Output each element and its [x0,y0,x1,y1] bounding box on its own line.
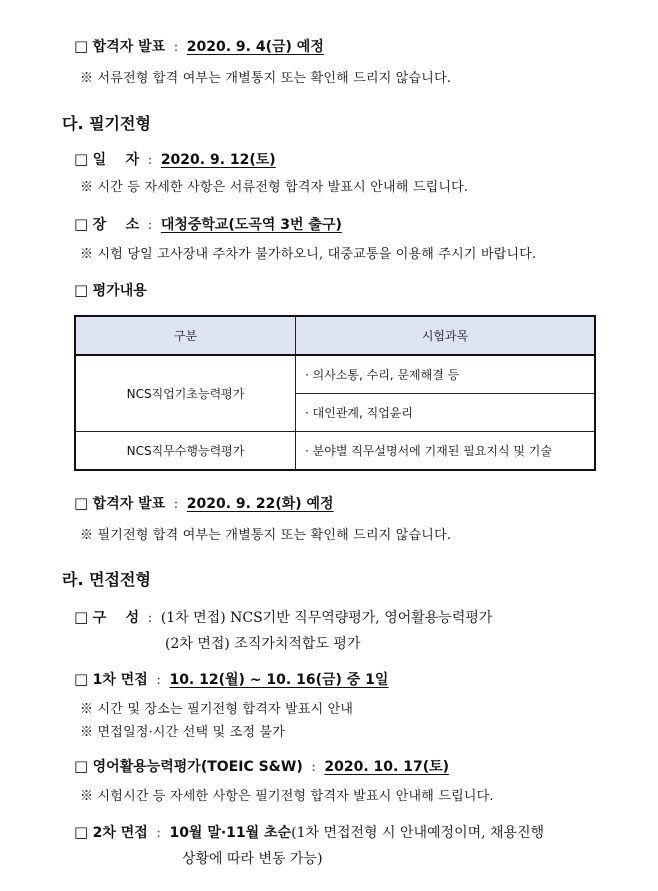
note-text: 시험 당일 고사장내 주차가 불가하오니, 대중교통을 이용해 주시기 바랍니다. [97,247,537,262]
note-mark: ※ [80,180,94,195]
composition-label: 구 성 [92,610,140,626]
announce-label: 합격자 발표 [92,496,166,512]
announce-value: 2020. 9. 4(금) 예정 [186,39,324,55]
checkbox-glyph: □ [74,37,89,55]
english-test-row: □ 영어활용능력평가(TOEIC S&W) : 2020. 10. 17(토) [74,757,450,775]
table-row [75,355,595,394]
table-cell-category: NCS직무수행능력평가 [75,432,296,471]
note-mark: ※ [80,528,94,543]
eval-row [74,280,147,300]
note-text: 시간 등 자세한 사항은 서류전형 합격자 발표시 안내해 드립니다. [97,180,469,195]
date-row: □ 일 자 : 2020. 9. 12(토) [74,150,276,168]
table-header: 구분 [75,316,296,355]
place-row: □ 장 소 : 대청중학교(도곡역 3번 출구) [74,215,342,233]
note-row [80,243,536,262]
announce-value: 2020. 9. 22(화) 예정 [186,496,334,512]
checkbox-glyph: □ [74,281,89,299]
table-cell-item: · 분야별 직무설명서에 기재된 필요지식 및 기술 [296,432,596,471]
second-interview-value: 10월 말·11월 초순 [169,825,292,841]
english-test-value: 2020. 10. 17(토) [324,759,450,775]
note-row [80,785,494,804]
eval-label: 평가내용 [92,283,147,299]
evaluation-table [74,315,596,471]
place-value: 대청중학교(도곡역 3번 출구) [160,217,342,233]
table-cell-item: · 의사소통, 수리, 문제해결 등 [296,355,596,394]
first-interview-row: □ 1차 면접 : 10. 12(월) ~ 10. 16(금) 중 1일 [74,670,389,688]
note-mark: ※ [80,789,94,804]
note-row [80,176,468,195]
note-text: 시간 및 장소는 필기전형 합격자 발표시 안내 [97,702,354,717]
note-row [80,721,285,740]
second-interview-tail: (1차 면접전형 시 안내예정이며, 채용진행 [291,825,545,841]
section-heading-written: 다. 필기전형 [62,114,151,133]
note-mark: ※ [80,71,94,86]
note-mark: ※ [80,725,94,740]
checkbox-glyph: □ [74,757,89,775]
announce-label: 합격자 발표 [92,39,166,55]
section-heading-interview: 라. 면접전형 [62,570,151,589]
composition-line-1: (1차 면접) NCS기반 직무역량평가, 영어활용능력평가 [160,610,493,626]
first-interview-label: 1차 면접 [92,672,148,688]
note-row [80,67,451,86]
second-interview-label: 2차 면접 [92,825,148,841]
note-row [80,524,451,543]
note-text: 면접일정·시간 선택 및 조정 불가 [97,725,286,740]
note-text: 서류전형 합격 여부는 개별통지 또는 확인해 드리지 않습니다. [97,71,452,86]
place-label: 장 소 [92,217,140,233]
note-text: 필기전형 합격 여부는 개별통지 또는 확인해 드리지 않습니다. [97,528,452,543]
table-row [75,432,595,471]
note-mark: ※ [80,702,94,717]
checkbox-glyph: □ [74,823,89,841]
english-test-label: 영어활용능력평가(TOEIC S&W) [92,759,303,775]
checkbox-glyph: □ [74,150,89,168]
checkbox-glyph: □ [74,670,89,688]
second-interview-row: □ 2차 면접 : 10월 말·11월 초순(1차 면접전형 시 안내예정이며, 채용진행 [74,823,545,841]
checkbox-glyph: □ [74,494,89,512]
second-interview-tail-2: 상황에 따라 변동 가능) [182,851,323,867]
first-interview-value: 10. 12(월) ~ 10. 16(금) 중 1일 [169,672,389,688]
note-mark: ※ [80,247,94,262]
table-header-row [75,316,595,355]
composition-row: □ 구 성 : (1차 면접) NCS기반 직무역량평가, 영어활용능력평가 [74,608,493,626]
date-label: 일 자 [92,152,140,168]
note-row [80,698,353,717]
announce-row-written: □ 합격자 발표 : 2020. 9. 22(화) 예정 [74,494,334,512]
table-cell-item: · 대인관계, 직업윤리 [296,394,596,432]
note-text: 시험시간 등 자세한 사항은 필기전형 합격자 발표시 안내해 드립니다. [97,789,494,804]
date-value: 2020. 9. 12(토) [160,152,276,168]
composition-line-2: (2차 면접) 조직가치적합도 평가 [165,636,361,652]
checkbox-glyph: □ [74,215,89,233]
table-cell-category: NCS직업기초능력평가 [75,355,296,432]
checkbox-glyph: □ [74,608,89,626]
table-header: 시험과목 [296,316,596,355]
announce-row-document: □ 합격자 발표 : 2020. 9. 4(금) 예정 [74,37,324,55]
